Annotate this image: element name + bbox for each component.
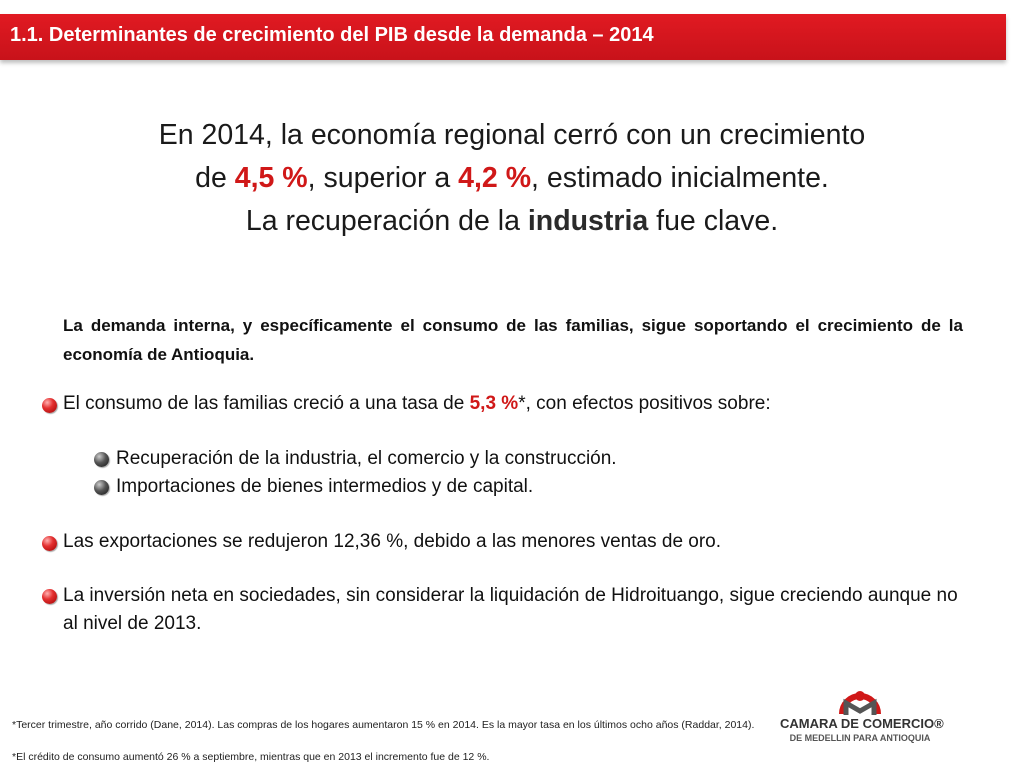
red-bullet-icon [42, 536, 57, 551]
headline-text: fue clave. [648, 205, 779, 237]
footnote-1: *Tercer trimestre, año corrido (Dane, 2014). Las compras de los hogares aumentaron 15 % en 2014. Es la mayor tasa en los últimos ocho años (Raddar, 2014). [12, 719, 755, 731]
red-bullet-icon [42, 398, 57, 413]
headline-text: , estimado inicialmente. [531, 162, 829, 194]
sub-bullet-industry: Recuperación de la industria, el comercio y la construcción. [116, 448, 617, 469]
headline-line-2 [60, 157, 964, 200]
headline-text: de [195, 162, 235, 194]
headline-line-1: En 2014, la economía regional cerró con un crecimiento [158, 119, 866, 151]
bullet-investment: La inversión neta en sociedades, sin considerar la liquidación de Hidroituango, sigue creciendo aunque no al nivel de 2013. [63, 585, 958, 634]
dark-bullet-icon [94, 452, 109, 467]
red-bullet-icon [42, 589, 57, 604]
bullet-exports: Las exportaciones se redujeron 12,36 %, debido a las menores ventas de oro. [63, 531, 722, 552]
estimated-value: 4,2 % [458, 162, 532, 194]
logo-line-2: DE MEDELLIN PARA ANTIOQUIA [789, 733, 931, 743]
bullet-text: *, con efectos positivos sobre: [518, 393, 771, 414]
headline-text: La recuperación de la [245, 205, 528, 237]
bullet-text: El consumo de las familias creció a una tasa de [63, 393, 470, 414]
logo-name: CAMARA DE COMERCIO [780, 716, 935, 731]
dark-bullet-icon [94, 480, 109, 495]
bullet-consumption [63, 390, 963, 418]
sub-bullet-imports: Importaciones de bienes intermedios y de capital. [116, 476, 534, 497]
footnote-2: *El crédito de consumo aumentó 26 % a septiembre, mientras que en 2013 el incremento fue de 12 %. [12, 751, 490, 763]
consumption-rate: 5,3 % [469, 393, 519, 414]
industry-word: industria [527, 205, 649, 237]
growth-value: 4,5 % [234, 162, 308, 194]
slide-title: 1.1. Determinantes de crecimiento del PIB desde la demanda – 2014 [10, 24, 654, 46]
logo-emblem-icon [780, 682, 940, 716]
registered-mark: ® [934, 716, 944, 731]
headline [60, 114, 964, 243]
logo-line-1 [780, 716, 944, 731]
chamber-logo [780, 682, 944, 746]
title-bar [0, 14, 1006, 60]
intro-paragraph: La demanda interna, y específicamente el consumo de las familias, sigue soportando el crecimiento de la economía de Antioquia. [63, 316, 963, 364]
headline-text: , superior a [307, 162, 459, 194]
headline-line-3 [60, 200, 964, 243]
